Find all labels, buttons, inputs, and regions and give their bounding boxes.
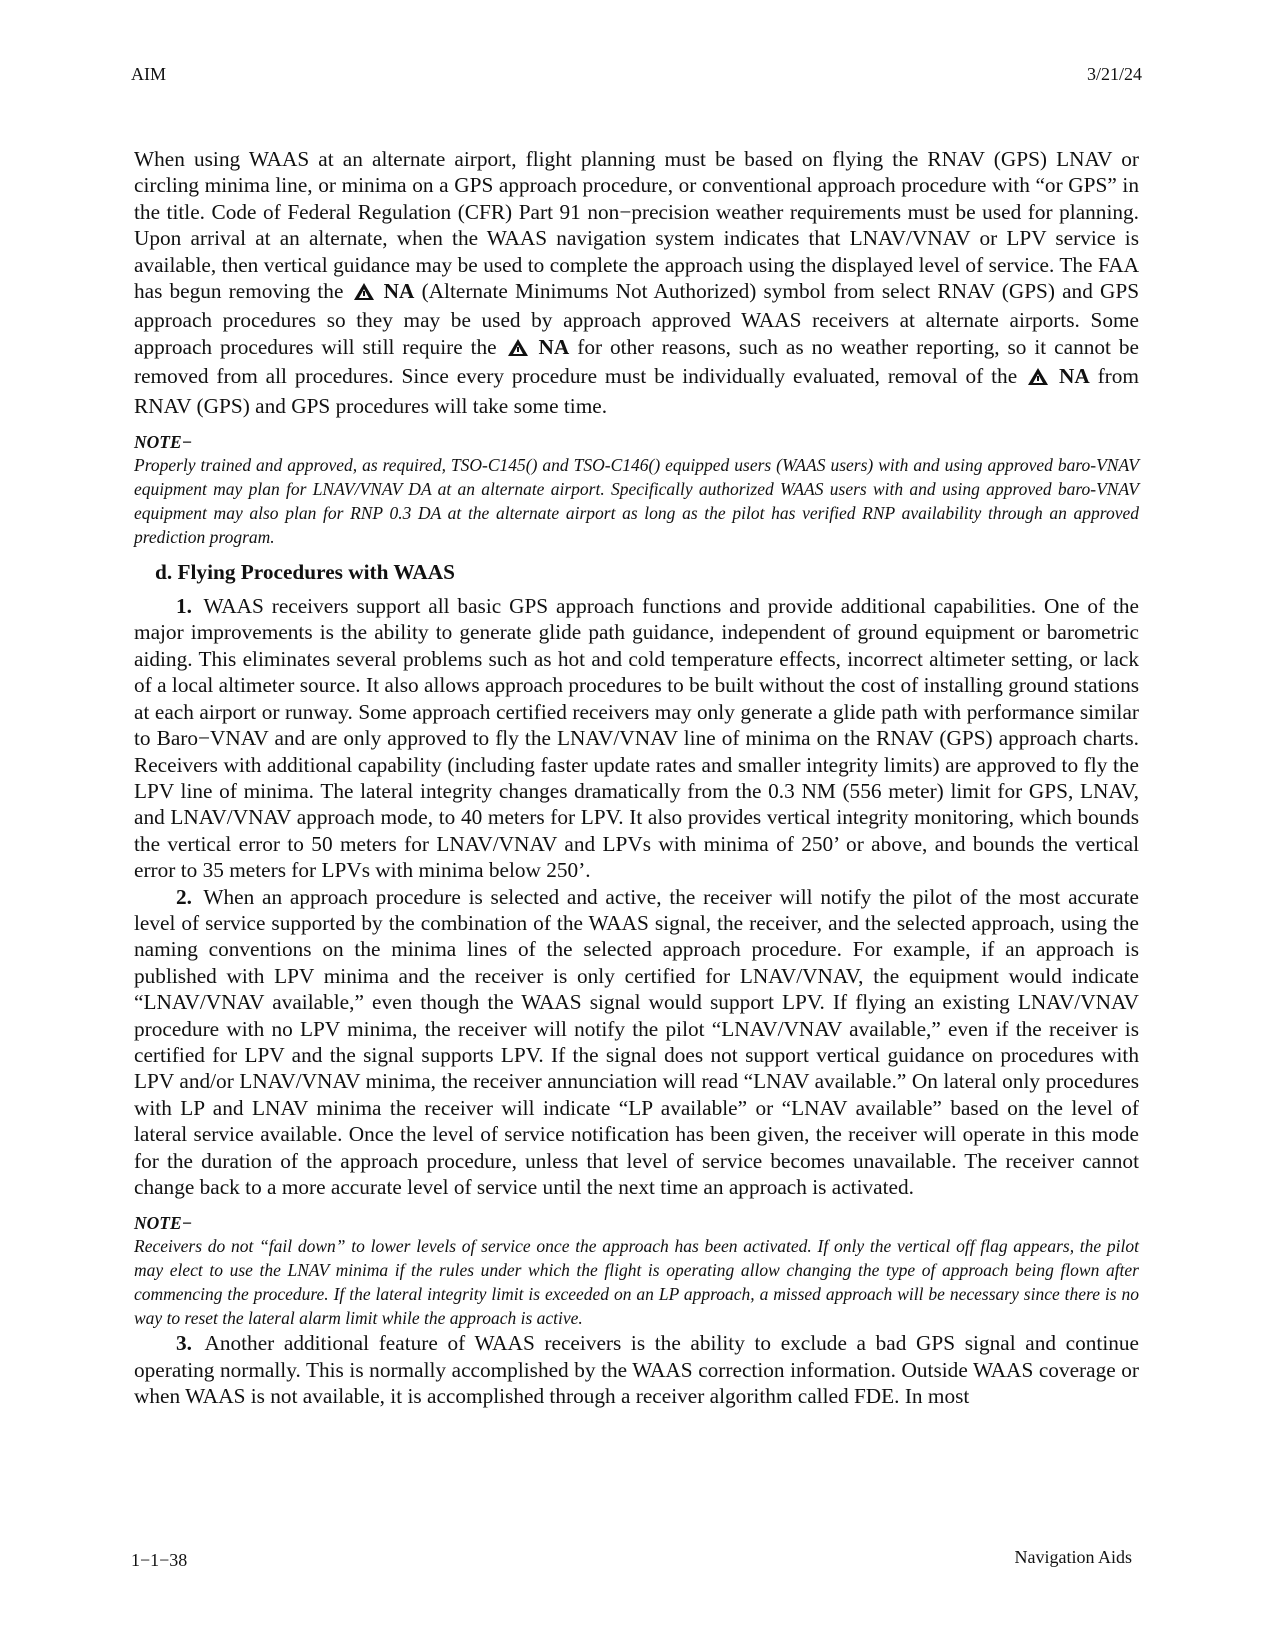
numbered-paragraph-1 — [134, 593, 1139, 883]
paragraph-text: WAAS receivers support all basic GPS approach functions and provide additional capabilities. One of the major improvements is the ability to generate glide path guidance, independent of ground equipment or barometric aiding. This eliminates several problems such as hot and cold temperature effects, incorrect altimeter setting, or lack of a local altimeter source. It also allows approach procedures to be built without the cost of installing ground stations at each airport or runway. Some approach certified receivers may only generate a glide path with performance similar to Baro−VNAV and are only approved to fly the LNAV/VNAV line of minima on the RNAV (GPS) approach charts. Receivers with additional capability (including faster update rates and smaller integrity limits) are approved to fly the LPV line of minima. The lateral integrity changes dramatically from the 0.3 NM (556 meter) limit for GPS, LNAV, and LNAV/VNAV approach mode, to 40 meters for LPV. It also provides vertical integrity monitoring, which bounds the vertical error to 50 meters for LNAV/VNAV and LPVs with minima of 250’ or above, and bounds the vertical error to 35 meters for LPVs with minima below 250’. — [134, 594, 1139, 883]
intro-text-3: for other reasons, such as no weather reporting, so it cannot be removed from all procedures. Since every procedure must be individually evaluated, removal of the — [134, 334, 1139, 389]
numbered-paragraph-2 — [134, 884, 1139, 1201]
intro-text-2: (Alternate Minimums Not Authorized) symbol from select RNAV (GPS) and GPS approach procedures so they may be used by approach approved WAAS receivers at alternate airports. Some approach procedures will still require the — [134, 279, 1140, 359]
warning-triangle-icon — [353, 281, 375, 307]
chapter-title: Navigation Aids — [1014, 1547, 1132, 1567]
note-label: NOTE− — [134, 1213, 193, 1234]
header-left: AIM — [131, 64, 166, 84]
intro-text-4: from RNAV (GPS) and GPS procedures will take some time. — [134, 364, 1139, 418]
intro-paragraph — [134, 146, 1139, 419]
paragraph-number: 2. — [176, 884, 192, 909]
paragraph-text: When an approach procedure is selected and active, the receiver will notify the pilot of the most accurate level of service supported by the combination of the WAAS signal, the receiver, and the selected approach, using the naming conventions on the minima lines of the selected approach procedure. For example, if an approach is published with LPV minima and the receiver is only certified for LNAV/VNAV, the equipment would indicate “LNAV/VNAV available,” even though the WAAS signal would support LPV. If flying an existing LNAV/VNAV procedure with no LPV minima, the receiver will notify the pilot “LNAV/VNAV available,” even if the receiver is certified for LPV and the signal supports LPV. If the signal does not support vertical guidance on procedures with LPV and/or LNAV/VNAV minima, the receiver annunciation will read “LNAV available.” On lateral only procedures with LP and LNAV minima the receiver will indicate “LP available” or “LNAV available” based on the level of lateral service available. Once the level of service notification has been given, the receiver will operate in this mode for the duration of the approach procedure, unless that level of service becomes unavailable. The receiver cannot change back to a more accurate level of service until the next time an approach is activated. — [134, 884, 1139, 1199]
paragraph-number: 1. — [176, 594, 192, 619]
warning-triangle-icon — [1027, 366, 1049, 392]
page-number: 1−1−38 — [131, 1550, 188, 1570]
na-label: NA — [538, 334, 570, 359]
na-label: NA — [383, 279, 415, 304]
note-text: Receivers do not “fail down” to lower levels of service once the approach has been activated. If only the vertical off flag appears, the pilot may elect to use the LNAV minima if the rules under which the flight is operating allow changing the type of approach being flown after commencing the procedure. If the lateral integrity limit is exceeded on an LP approach, a missed approach will be necessary since there is no way to reset the lateral alarm limit while the approach is active. — [134, 1236, 1139, 1329]
header-date: 3/21/24 — [1086, 64, 1142, 84]
intro-text-1: When using WAAS at an alternate airport, flight planning must be based on flying the RNAV (GPS) LNAV or circling minima line, or minima on a GPS approach procedure, or conventional approach procedure with “or GPS” in the title. Code of Federal Regulation (CFR) Part 91 non−precision weather requirements must be used for planning. Upon arrival at an alternate, when the WAAS navigation system indicates that LNAV/VNAV or LPV service is available, then vertical guidance may be used to complete the approach using the displayed level of service. The FAA has begun removing the — [134, 147, 1139, 304]
na-label: NA — [1058, 364, 1090, 389]
warning-triangle-icon — [507, 337, 529, 363]
page-content — [134, 146, 1139, 1410]
section-heading: d. Flying Procedures with WAAS — [155, 560, 455, 585]
note-label: NOTE− — [134, 432, 193, 453]
paragraph-number: 3. — [176, 1331, 192, 1356]
note-text: Properly trained and approved, as required, TSO-C145() and TSO-C146() equipped users (WAAS users) with and using approved baro-VNAV equipment may plan for LNAV/VNAV DA at an alternate airport. Specifically authorized WAAS users with and using approved baro-VNAV equipment may also plan for RNP 0.3 DA at the alternate airport as long as the pilot has verified RNP availability through an approved prediction program. — [134, 455, 1139, 548]
paragraph-text: Another additional feature of WAAS receivers is the ability to exclude a bad GPS signal and continue operating normally. This is normally accomplished by the WAAS correction information. Outside WAAS coverage or when WAAS is not available, it is accomplished through a receiver algorithm called FDE. In most — [134, 1331, 1139, 1409]
numbered-paragraph-3 — [134, 1330, 1139, 1409]
